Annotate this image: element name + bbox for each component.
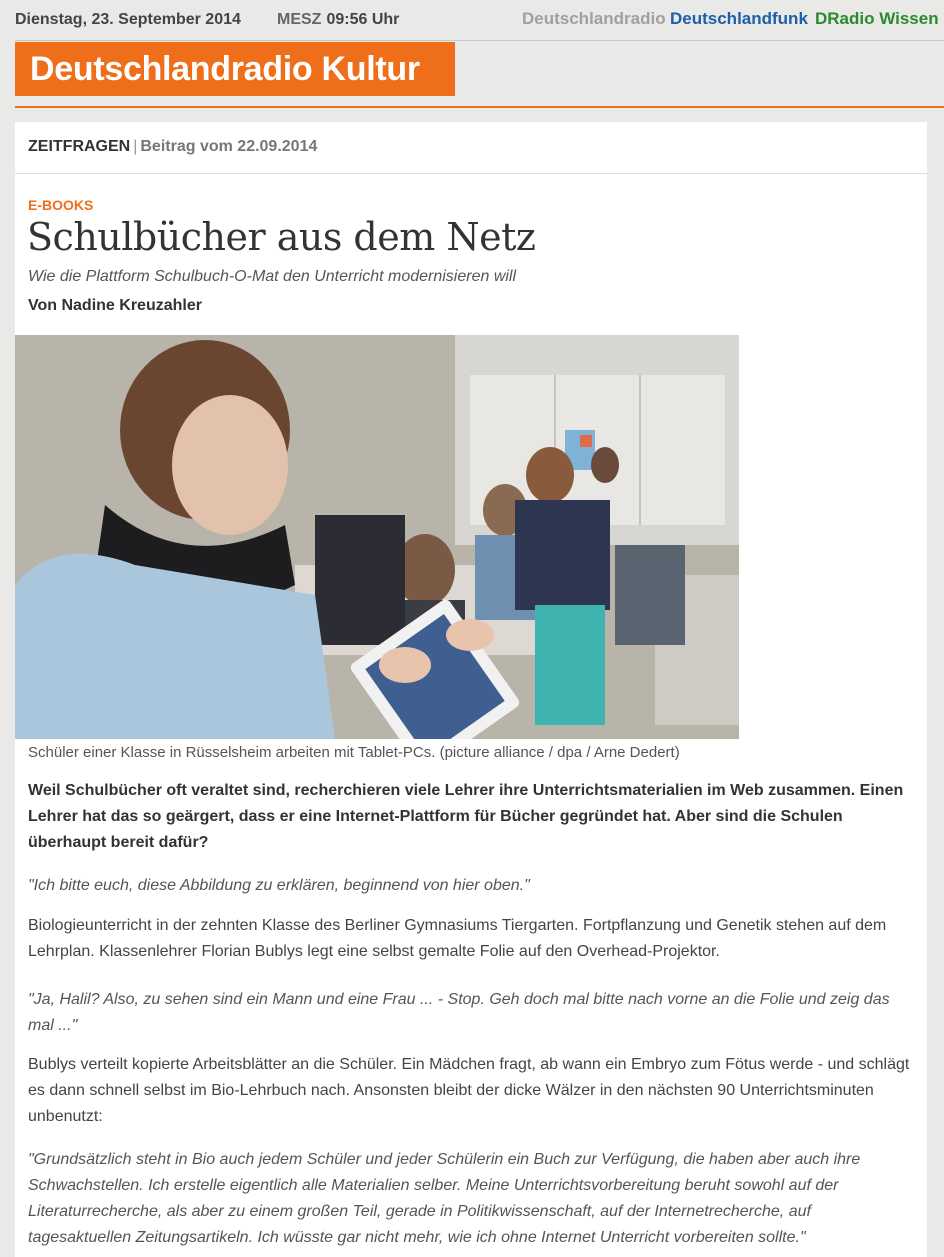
divider bbox=[15, 173, 927, 174]
article-paragraph: "Ja, Halil? Also, zu sehen sind ein Mann und eine Frau ... - Stop. Geh doch mal bitte nach vorne an die Folie und zeig das mal ..." bbox=[28, 991, 890, 1034]
article-kicker: E-BOOKS bbox=[28, 197, 94, 213]
current-time bbox=[277, 11, 399, 29]
time-value: 09:56 Uhr bbox=[326, 11, 400, 28]
breadcrumb bbox=[28, 138, 317, 156]
article-teaser: Wie die Plattform Schulbuch-O-Mat den Unterricht modernisieren will bbox=[28, 268, 517, 285]
article-paragraph: "Ich bitte euch, diese Abbildung zu erklären, beginnend von hier oben." bbox=[28, 877, 530, 894]
top-bar bbox=[0, 0, 944, 40]
brand-logo-link[interactable]: Deutschlandradio Kultur bbox=[15, 42, 455, 96]
article-card bbox=[15, 122, 927, 1257]
article-author: Von Nadine Kreuzahler bbox=[28, 297, 202, 314]
brand-divider bbox=[15, 106, 944, 108]
divider bbox=[15, 40, 944, 41]
current-date: Dienstag, 23. September 2014 bbox=[15, 11, 241, 28]
photo-caption: Schüler einer Klasse in Rüsselsheim arbeiten mit Tablet-PCs. (picture alliance / dpa / Arne Dedert) bbox=[28, 744, 680, 761]
article-paragraph: Bublys verteilt kopierte Arbeitsblätter an die Schüler. Ein Mädchen fragt, ab wann ein Embryo zum Fötus werde - und schlägt es dann schnell selbst im Bio-Lehrbuch nach. Ansonsten bleibt der dicke Wälzer in den nächsten 90 Unterrichtsminuten unbenutzt: bbox=[28, 1056, 910, 1125]
article-lead: Weil Schulbücher oft veraltet sind, recherchieren viele Lehrer ihre Unterrichtsmaterialien im Web zusammen. Einen Lehrer hat das so geärgert, dass er eine Internet-Plattform für Bücher gegründet hat. Aber sind die Schulen überhaupt bereit dafür? bbox=[28, 782, 904, 851]
article-paragraph: "Grundsätzlich steht in Bio auch jedem Schüler und jeder Schülerin ein Buch zur Verfügung, die haben aber auch ihre Schwachstellen. Ich erstelle eigentlich alle Materialien selber. Meine Unterrichtsvorbereitung beruht sowohl auf der Literaturrecherche, als aber zu einem großen Teil, gerade in Politikwissenschaft, auf der Internetrecherche, auf tagesaktuellen Zeitungsartikeln. Ich wüsste gar nicht mehr, wie ich ohne Internet Unterricht vorbereiten sollte." bbox=[28, 1151, 861, 1246]
article-headline: Schulbücher aus dem Netz bbox=[27, 215, 536, 259]
network-link-deutschlandfunk[interactable]: Deutschlandfunk bbox=[670, 9, 808, 28]
publish-date: Beitrag vom 22.09.2014 bbox=[140, 138, 318, 155]
article-photo bbox=[15, 335, 739, 739]
breadcrumb-separator: | bbox=[133, 138, 138, 155]
photo-illustration bbox=[15, 335, 739, 739]
section-link[interactable]: ZEITFRAGEN bbox=[28, 138, 131, 155]
timezone-label: MESZ bbox=[277, 11, 322, 28]
network-link-dradio-wissen[interactable]: DRadio Wissen bbox=[815, 9, 939, 28]
article-paragraph: Biologieunterricht in der zehnten Klasse des Berliner Gymnasiums Tiergarten. Fortpflanzung und Genetik stehen auf dem Lehrplan. Klassenlehrer Florian Bublys legt eine selbst gemalte Folie auf den Overhead-Projektor. bbox=[28, 917, 887, 960]
network-link-deutschlandradio[interactable]: Deutschlandradio bbox=[522, 9, 666, 28]
